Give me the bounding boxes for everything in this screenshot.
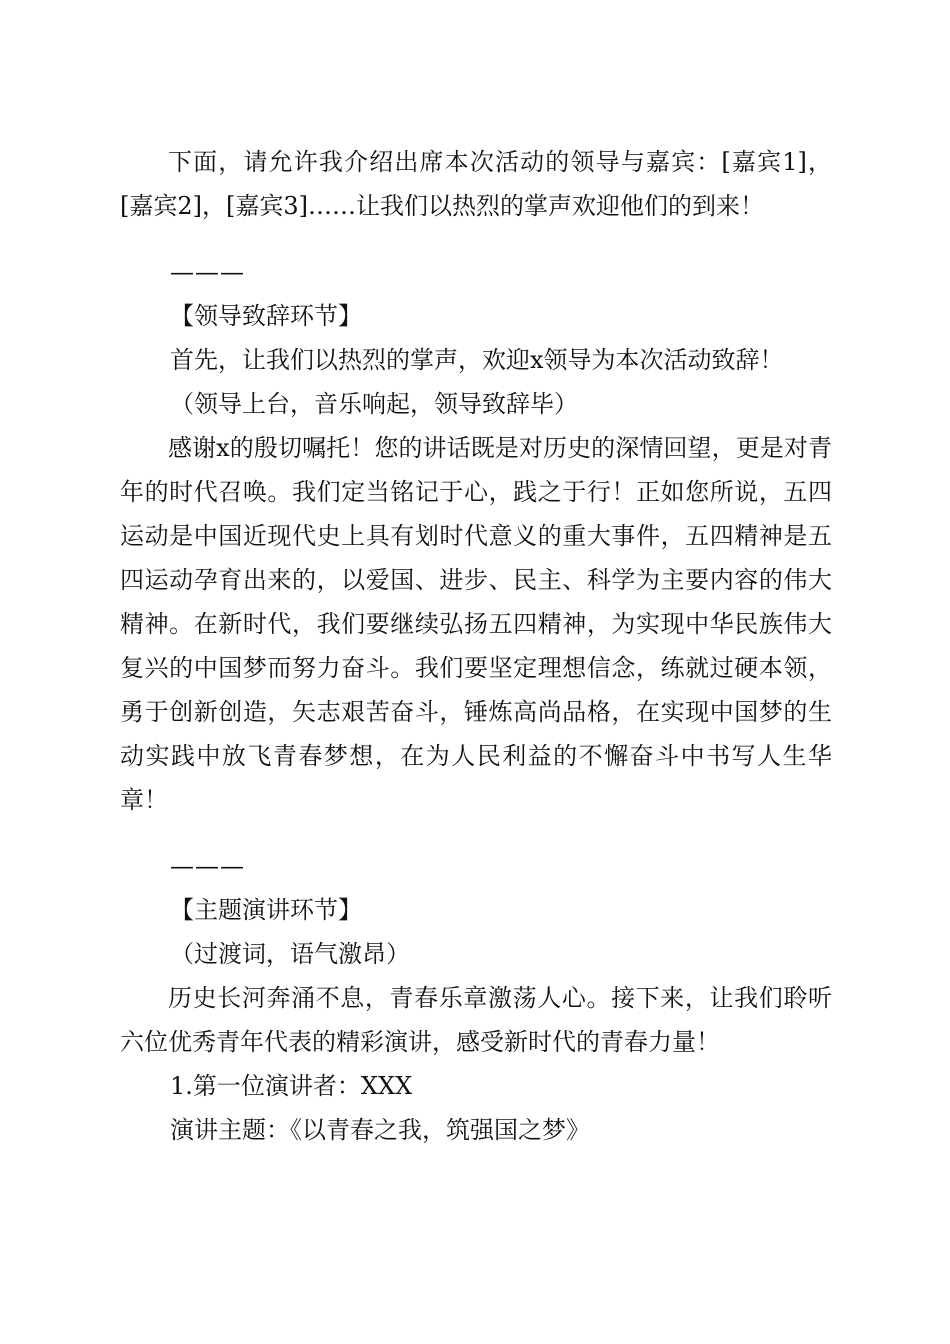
document-page [120, 140, 832, 1152]
stage-direction: （领导上台，音乐响起，领导致辞毕） [170, 390, 578, 418]
speaker-1: 1.第一位演讲者：XXX [170, 1072, 413, 1100]
intro-paragraph: 下面，请允许我介绍出席本次活动的领导与嘉宾：[嘉宾1]，[嘉宾2]，[嘉宾3]……让我们以热烈的掌声欢迎他们的到来！ [120, 148, 832, 220]
separator: ——— [170, 258, 245, 286]
response-paragraph: 感谢x的殷切嘱托！您的讲话既是对历史的深情回望，更是对青年的时代召唤。我们定当铭记于心，践之于行！正如您所说，五四运动是中国近现代史上具有划时代意义的重大事件，五四精神是五四运动孕育出来的，以爱国、进步、民主、科学为主要内容的伟大精神。在新时代，我们要继续弘扬五四精神，为实现中华民族伟大复兴的中国梦而努力奋斗。我们要坚定理想信念，练就过硬本领，勇于创新创造，矢志艰苦奋斗，锤炼高尚品格，在实现中国梦的生动实践中放飞青春梦想，在为人民利益的不懈奋斗中书写人生华章！ [120, 434, 832, 814]
section-heading-leader-speech: 【领导致辞环节】 [170, 302, 362, 330]
speaker-1-topic: 演讲主题：《以青春之我，筑强国之梦》 [170, 1116, 590, 1144]
section-heading-theme-speech: 【主题演讲环节】 [170, 896, 362, 924]
transition-note: （过渡词，语气激昂） [170, 940, 410, 968]
transition-paragraph: 历史长河奔涌不息，青春乐章激荡人心。接下来，让我们聆听六位优秀青年代表的精彩演讲，感受新时代的青春力量！ [120, 984, 832, 1056]
leader-invite-text: 首先，让我们以热烈的掌声，欢迎x领导为本次活动致辞！ [170, 346, 784, 374]
separator: ——— [170, 852, 245, 880]
